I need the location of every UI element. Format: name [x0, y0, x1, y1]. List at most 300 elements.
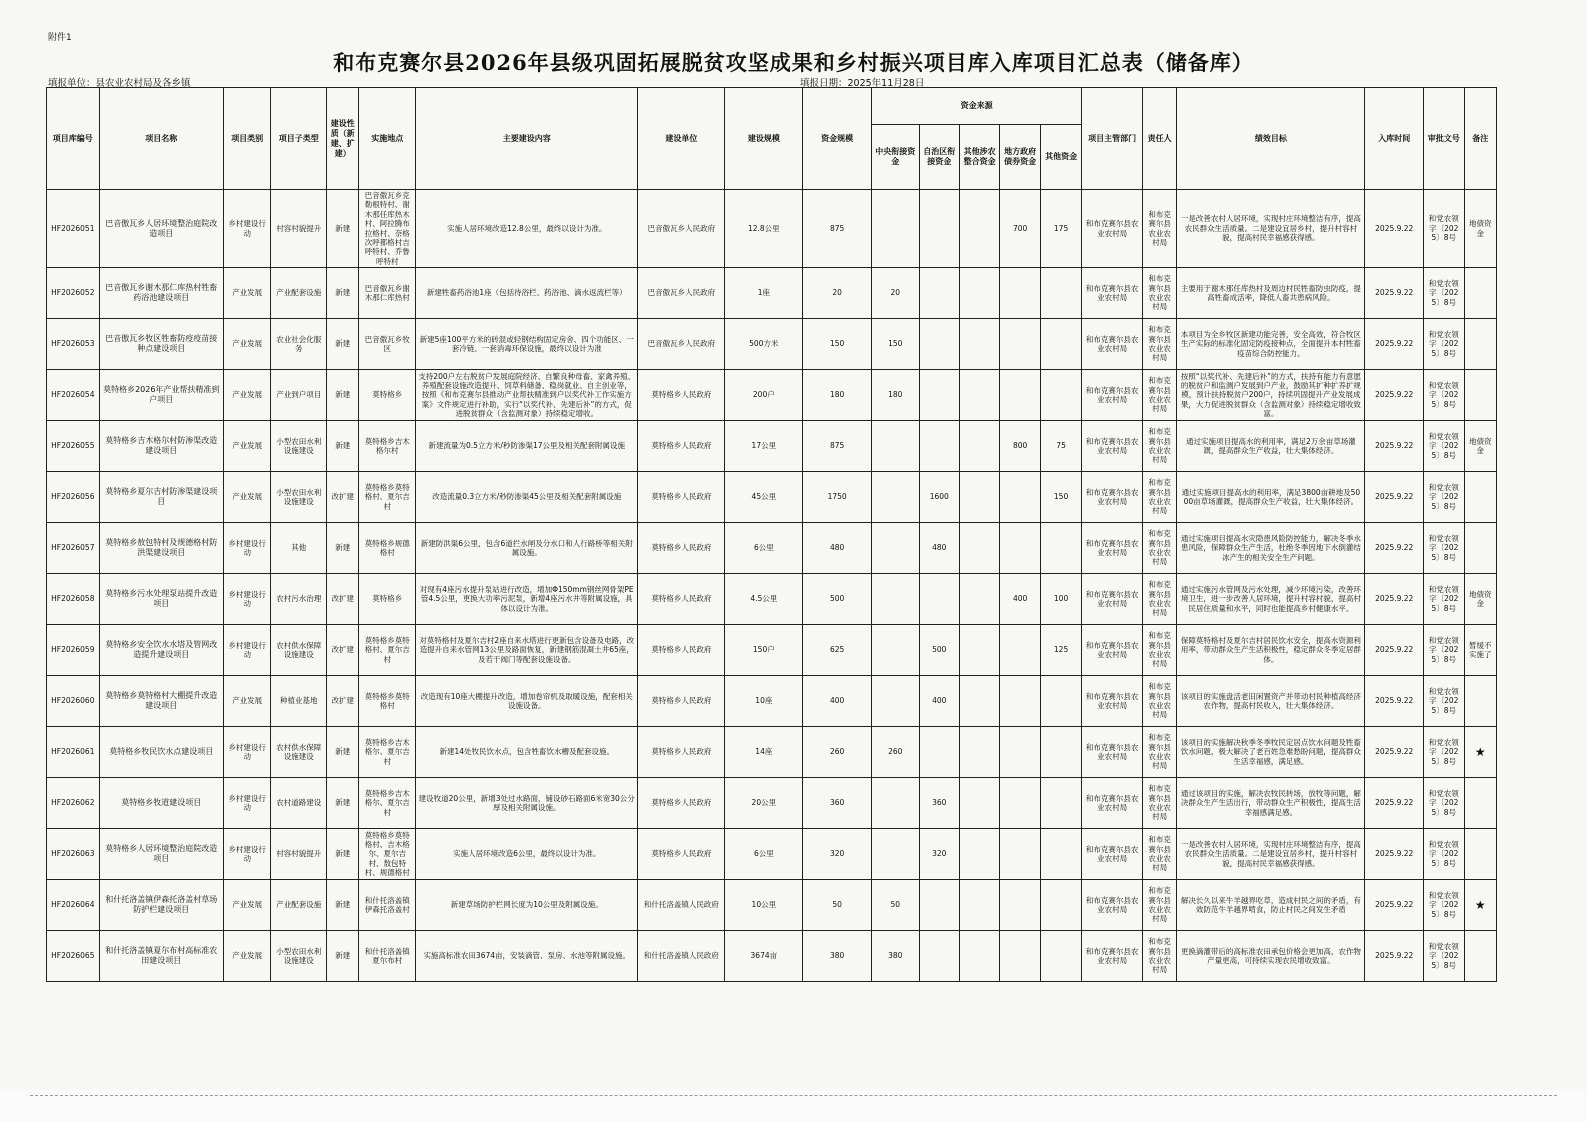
cell-location: 莫特格乡莫特格村 [359, 676, 416, 727]
cell-other [1040, 268, 1082, 319]
cell-region [919, 190, 959, 268]
cell-fund: 380 [803, 931, 872, 982]
cell-central [872, 523, 920, 574]
cell-unit: 莫特格乡人民政府 [638, 625, 725, 676]
cell-fund: 20 [803, 268, 872, 319]
cell-name: 莫特格乡污水处理泵站提升改造项目 [99, 574, 223, 625]
cell-approval: 和党农领字〔2025〕8号 [1424, 880, 1464, 931]
cell-id: HF2026056 [47, 472, 100, 523]
cell-region [919, 880, 959, 931]
cell-subtype: 农业社会化服务 [271, 319, 327, 370]
cell-central [872, 676, 920, 727]
table-row [47, 778, 1497, 829]
cell-approval: 和党农领字〔2025〕8号 [1424, 931, 1464, 982]
cell-subtype: 小型农田水利设施建设 [271, 472, 327, 523]
cell-goal: 该项目的实施解决秋季冬季牧民定居点饮水问题及牲畜饮水问题，极大解决了老百姓急难愁盼问题，提高群众生活幸福感，满足感。 [1177, 727, 1365, 778]
cell-scale: 45公里 [725, 472, 803, 523]
cell-fund: 320 [803, 829, 872, 880]
cell-other [1040, 880, 1082, 931]
cell-dept: 和布克赛尔县农业农村局 [1082, 778, 1143, 829]
cell-nature: 新建 [327, 880, 359, 931]
cell-content: 新建14处牧民饮水点，包含牲畜饮水槽及配套设施。 [416, 727, 638, 778]
cell-person: 和布克赛尔县农业农村局 [1142, 880, 1176, 931]
cell-id: HF2026059 [47, 625, 100, 676]
cell-content: 新建流量为0.5立方米/秒防渗渠17公里及相关配套附属设施 [416, 421, 638, 472]
cell-other-agri [959, 778, 999, 829]
table-row [47, 190, 1497, 268]
cell-id: HF2026064 [47, 880, 100, 931]
cell-central [872, 472, 920, 523]
cell-person: 和布克赛尔县农业农村局 [1142, 472, 1176, 523]
cell-other-agri [959, 190, 999, 268]
cell-name: 和什托洛盖镇夏尔布村高标准农田建设项目 [99, 931, 223, 982]
cell-scale: 200户 [725, 370, 803, 421]
cell-remark [1464, 829, 1497, 880]
cell-name: 巴音傲瓦乡牧区牲畜防疫疫苗接种点建设项目 [99, 319, 223, 370]
cell-content: 对现有4座污水提升泵站进行改造，增加Φ150mm钢丝网骨架PE管4.5公里，更换大功率污泥泵，新增4座污水井等附属设施，具体以设计为准。 [416, 574, 638, 625]
scan-artifact-line [30, 1095, 1557, 1096]
cell-approval: 和党农领字〔2025〕8号 [1424, 319, 1464, 370]
cell-remark [1464, 523, 1497, 574]
cell-other [1040, 931, 1082, 982]
cell-dept: 和布克赛尔县农业农村局 [1082, 472, 1143, 523]
cell-id: HF2026051 [47, 190, 100, 268]
cell-person: 和布克赛尔县农业农村局 [1142, 190, 1176, 268]
cell-local-bond [1000, 370, 1040, 421]
cell-nature: 新建 [327, 523, 359, 574]
cell-other-agri [959, 931, 999, 982]
header-other: 其他资金 [1040, 125, 1082, 190]
cell-local-bond [1000, 472, 1040, 523]
cell-location: 和什托洛盖镇夏尔布村 [359, 931, 416, 982]
cell-time: 2025.9.22 [1365, 625, 1424, 676]
cell-approval: 和党农领字〔2025〕8号 [1424, 190, 1464, 268]
cell-id: HF2026054 [47, 370, 100, 421]
cell-approval: 和党农领字〔2025〕8号 [1424, 625, 1464, 676]
header-category: 项目类别 [223, 88, 271, 190]
cell-approval: 和党农领字〔2025〕8号 [1424, 523, 1464, 574]
cell-name: 莫特格乡牧道建设项目 [99, 778, 223, 829]
cell-scale: 1座 [725, 268, 803, 319]
cell-fund: 150 [803, 319, 872, 370]
cell-scale: 6公里 [725, 829, 803, 880]
cell-other [1040, 319, 1082, 370]
cell-subtype: 农村供水保障设施建设 [271, 727, 327, 778]
cell-nature: 改扩建 [327, 676, 359, 727]
header-region: 自治区衔接资金 [919, 125, 959, 190]
cell-unit: 和什托洛盖镇人民政府 [638, 931, 725, 982]
cell-goal: 解决长久以来牛羊越界吃草，造成村民之间的矛盾，有效防范牛羊越界啃食，防止村民之间发生矛盾 [1177, 880, 1365, 931]
cell-name: 莫特格乡牧民饮水点建设项目 [99, 727, 223, 778]
header-person: 责任人 [1142, 88, 1176, 190]
cell-dept: 和布克赛尔县农业农村局 [1082, 319, 1143, 370]
cell-fund: 50 [803, 880, 872, 931]
cell-content: 改造流量0.3立方米/秒防渗渠45公里及相关配套附属设施 [416, 472, 638, 523]
cell-time: 2025.9.22 [1365, 421, 1424, 472]
cell-time: 2025.9.22 [1365, 190, 1424, 268]
cell-subtype: 产业配套设施 [271, 880, 327, 931]
cell-id: HF2026062 [47, 778, 100, 829]
cell-goal: 保障莫特格村及夏尔吉村居民饮水安全，提高水资源利用率，带动群众生产生活积极性，稳定群众冬季定居群体。 [1177, 625, 1365, 676]
cell-local-bond [1000, 319, 1040, 370]
cell-unit: 莫特格乡人民政府 [638, 676, 725, 727]
cell-region: 1600 [919, 472, 959, 523]
cell-unit: 莫特格乡人民政府 [638, 421, 725, 472]
cell-approval: 和党农领字〔2025〕8号 [1424, 370, 1464, 421]
header-central: 中央衔接资金 [872, 125, 920, 190]
cell-nature: 改扩建 [327, 625, 359, 676]
cell-other-agri [959, 268, 999, 319]
cell-location: 巴音傲瓦乡牧区 [359, 319, 416, 370]
cell-approval: 和党农领字〔2025〕8号 [1424, 829, 1464, 880]
cell-content: 对莫特格村及夏尔吉村2座自来水塔进行更新包含设备及电路，改造提升自来水管网13公里及路面恢复，新建钢筋混凝土井65座，及若干阀门等配套设施设备。 [416, 625, 638, 676]
cell-other [1040, 676, 1082, 727]
cell-location: 巴音傲瓦乡谢木那仁库热村 [359, 268, 416, 319]
cell-other [1040, 829, 1082, 880]
cell-approval: 和党农领字〔2025〕8号 [1424, 574, 1464, 625]
cell-content: 改造现有10座大棚提升改造，增加卷帘机及取暖设施，配套相关设施设备。 [416, 676, 638, 727]
cell-nature: 改扩建 [327, 574, 359, 625]
cell-nature: 新建 [327, 931, 359, 982]
table-body [47, 190, 1497, 982]
cell-scale: 12.8公里 [725, 190, 803, 268]
cell-other [1040, 523, 1082, 574]
cell-region [919, 931, 959, 982]
cell-scale: 3674亩 [725, 931, 803, 982]
cell-remark: 地债资金 [1464, 421, 1497, 472]
cell-central: 50 [872, 880, 920, 931]
cell-dept: 和布克赛尔县农业农村局 [1082, 829, 1143, 880]
cell-id: HF2026065 [47, 931, 100, 982]
cell-location: 莫特格乡吉木格尔、夏尔吉村 [359, 778, 416, 829]
cell-person: 和布克赛尔县农业农村局 [1142, 778, 1176, 829]
cell-remark: 暂缓不实施了 [1464, 625, 1497, 676]
cell-central: 180 [872, 370, 920, 421]
cell-scale: 4.5公里 [725, 574, 803, 625]
cell-goal: 一是改善农村人居环境，实现村庄环境整洁有序，提高农民群众生活质量。二是建设宜居乡村，提升村容村貌，提高村民幸福感获得感。 [1177, 190, 1365, 268]
cell-content: 支持200户左右脱贫户发展庭院经济、自繁良种母畜、家禽养殖、养殖配套设施改造提升、饲草料储备、稳岗就业、自主创业等，按照《和布克赛尔县推动产业帮扶精准到户以奖代补工作实施方案》文件规定进行补助，实行“以奖代补、先建后补”的方式，促进脱贫群众（含监测对象）持续稳定增收。 [416, 370, 638, 421]
cell-subtype: 产业到户项目 [271, 370, 327, 421]
cell-unit: 莫特格乡人民政府 [638, 472, 725, 523]
cell-central [872, 421, 920, 472]
cell-local-bond [1000, 829, 1040, 880]
header-location: 实施地点 [359, 88, 416, 190]
header-local-bond: 地方政府债券资金 [1000, 125, 1040, 190]
cell-nature: 新建 [327, 778, 359, 829]
cell-location: 莫特格乡吉木格尔、夏尔吉村 [359, 727, 416, 778]
cell-person: 和布克赛尔县农业农村局 [1142, 931, 1176, 982]
cell-dept: 和布克赛尔县农业农村局 [1082, 268, 1143, 319]
cell-unit: 莫特格乡人民政府 [638, 370, 725, 421]
header-other-agri: 其他涉农整合资金 [959, 125, 999, 190]
cell-approval: 和党农领字〔2025〕8号 [1424, 472, 1464, 523]
cell-dept: 和布克赛尔县农业农村局 [1082, 931, 1143, 982]
cell-dept: 和布克赛尔县农业农村局 [1082, 676, 1143, 727]
cell-unit: 巴音傲瓦乡人民政府 [638, 190, 725, 268]
header-nature: 建设性质（新建、扩建） [327, 88, 359, 190]
cell-approval: 和党农领字〔2025〕8号 [1424, 421, 1464, 472]
cell-id: HF2026058 [47, 574, 100, 625]
cell-scale: 6公里 [725, 523, 803, 574]
cell-id: HF2026061 [47, 727, 100, 778]
cell-region: 400 [919, 676, 959, 727]
cell-region [919, 574, 959, 625]
cell-time: 2025.9.22 [1365, 880, 1424, 931]
cell-other [1040, 727, 1082, 778]
header-unit: 建设单位 [638, 88, 725, 190]
project-summary-table [46, 87, 1497, 982]
table-row [47, 676, 1497, 727]
cell-nature: 新建 [327, 727, 359, 778]
cell-region: 480 [919, 523, 959, 574]
cell-person: 和布克赛尔县农业农村局 [1142, 574, 1176, 625]
cell-approval: 和党农领字〔2025〕8号 [1424, 676, 1464, 727]
cell-subtype: 农村供水保障设施建设 [271, 625, 327, 676]
cell-central [872, 190, 920, 268]
cell-region: 360 [919, 778, 959, 829]
header-content: 主要建设内容 [416, 88, 638, 190]
cell-other-agri [959, 319, 999, 370]
cell-local-bond: 700 [1000, 190, 1040, 268]
table-row [47, 931, 1497, 982]
cell-subtype: 村容村貌提升 [271, 829, 327, 880]
table-row [47, 625, 1497, 676]
cell-unit: 莫特格乡人民政府 [638, 727, 725, 778]
cell-central: 380 [872, 931, 920, 982]
cell-goal: 更换滴灌带后的高标准农田承包价格会更加高，农作物产量更高，可持续实现农民增收致富。 [1177, 931, 1365, 982]
cell-remark: ★ [1464, 880, 1497, 931]
table-row [47, 421, 1497, 472]
cell-approval: 和党农领字〔2025〕8号 [1424, 268, 1464, 319]
cell-unit: 莫特格乡人民政府 [638, 829, 725, 880]
cell-content: 新建防洪渠6公里，包含6道拦水闸及分水口和人行路桥等相关附属设施。 [416, 523, 638, 574]
reporting-unit: 填报单位：县农业农村局及各乡镇 [48, 78, 191, 89]
cell-local-bond [1000, 523, 1040, 574]
cell-time: 2025.9.22 [1365, 931, 1424, 982]
cell-dept: 和布克赛尔县农业农村局 [1082, 421, 1143, 472]
cell-category: 乡村建设行动 [223, 727, 271, 778]
cell-central [872, 574, 920, 625]
cell-remark [1464, 778, 1497, 829]
cell-local-bond: 400 [1000, 574, 1040, 625]
cell-central: 260 [872, 727, 920, 778]
cell-fund: 500 [803, 574, 872, 625]
cell-location: 和什托洛盖镇伊森托洛盖村 [359, 880, 416, 931]
cell-region [919, 727, 959, 778]
cell-central: 150 [872, 319, 920, 370]
cell-other-agri [959, 574, 999, 625]
cell-id: HF2026053 [47, 319, 100, 370]
cell-category: 乡村建设行动 [223, 778, 271, 829]
cell-region: 320 [919, 829, 959, 880]
cell-other-agri [959, 727, 999, 778]
cell-other: 75 [1040, 421, 1082, 472]
cell-local-bond [1000, 727, 1040, 778]
cell-person: 和布克赛尔县农业农村局 [1142, 727, 1176, 778]
cell-nature: 改扩建 [327, 472, 359, 523]
cell-time: 2025.9.22 [1365, 370, 1424, 421]
cell-unit: 和什托洛盖镇人民政府 [638, 880, 725, 931]
cell-remark [1464, 676, 1497, 727]
cell-approval: 和党农领字〔2025〕8号 [1424, 727, 1464, 778]
cell-other [1040, 370, 1082, 421]
cell-scale: 10公里 [725, 880, 803, 931]
cell-unit: 莫特格乡人民政府 [638, 523, 725, 574]
cell-approval: 和党农领字〔2025〕8号 [1424, 778, 1464, 829]
cell-category: 乡村建设行动 [223, 523, 271, 574]
table-row [47, 268, 1497, 319]
cell-fund: 400 [803, 676, 872, 727]
cell-unit: 巴音傲瓦乡人民政府 [638, 319, 725, 370]
cell-location: 莫特格乡莫特格村、夏尔吉村 [359, 625, 416, 676]
cell-content: 建设牧道20公里，新增3处过水路面，铺设砂石路面6米宽30公分厚及相关附属设施。 [416, 778, 638, 829]
cell-other-agri [959, 880, 999, 931]
cell-fund: 875 [803, 421, 872, 472]
cell-other-agri [959, 676, 999, 727]
cell-person: 和布克赛尔县农业农村局 [1142, 421, 1176, 472]
cell-category: 产业发展 [223, 880, 271, 931]
cell-location: 莫特格乡吉木格尔村 [359, 421, 416, 472]
cell-category: 产业发展 [223, 472, 271, 523]
cell-region [919, 370, 959, 421]
cell-dept: 和布克赛尔县农业农村局 [1082, 574, 1143, 625]
cell-goal: 一是改善农村人居环境，实现村庄环境整洁有序，提高农民群众生活质量。二是建设宜居乡村，提升村容村貌，提高村民幸福感获得感。 [1177, 829, 1365, 880]
cell-time: 2025.9.22 [1365, 829, 1424, 880]
cell-dept: 和布克赛尔县农业农村局 [1082, 880, 1143, 931]
cell-name: 巴音傲瓦乡人居环境整治庭院改造项目 [99, 190, 223, 268]
cell-scale: 150户 [725, 625, 803, 676]
cell-remark [1464, 370, 1497, 421]
table-row [47, 319, 1497, 370]
cell-time: 2025.9.22 [1365, 319, 1424, 370]
table-row [47, 472, 1497, 523]
cell-local-bond [1000, 676, 1040, 727]
cell-id: HF2026060 [47, 676, 100, 727]
cell-category: 乡村建设行动 [223, 190, 271, 268]
cell-time: 2025.9.22 [1365, 778, 1424, 829]
cell-unit: 莫特格乡人民政府 [638, 778, 725, 829]
cell-dept: 和布克赛尔县农业农村局 [1082, 523, 1143, 574]
cell-scale: 20公里 [725, 778, 803, 829]
cell-location: 莫特格乡莫特格村、吉木格尔、夏尔吉村、敖包特村、规德格村 [359, 829, 416, 880]
cell-name: 莫特格乡夏尔吉村防渗渠建设项目 [99, 472, 223, 523]
cell-remark [1464, 931, 1497, 982]
cell-nature: 新建 [327, 421, 359, 472]
cell-name: 巴音傲瓦乡谢木那仁库热村牲畜药浴池建设项目 [99, 268, 223, 319]
cell-location: 莫特格乡规德格村 [359, 523, 416, 574]
cell-other-agri [959, 370, 999, 421]
cell-other-agri [959, 472, 999, 523]
cell-time: 2025.9.22 [1365, 574, 1424, 625]
cell-dept: 和布克赛尔县农业农村局 [1082, 190, 1143, 268]
header-time: 入库时间 [1365, 88, 1424, 190]
cell-goal: 通过该项目的实施，解决农牧民转场，放牧等问题，解决群众生产生活出行，带动群众生产积极性，提高生活幸福感满足感。 [1177, 778, 1365, 829]
cell-id: HF2026052 [47, 268, 100, 319]
cell-scale: 17公里 [725, 421, 803, 472]
table-row [47, 370, 1497, 421]
header-subtype: 项目子类型 [271, 88, 327, 190]
cell-category: 产业发展 [223, 676, 271, 727]
cell-other-agri [959, 625, 999, 676]
cell-dept: 和布克赛尔县农业农村局 [1082, 727, 1143, 778]
table-row [47, 880, 1497, 931]
cell-time: 2025.9.22 [1365, 523, 1424, 574]
cell-name: 和什托洛盖镇伊森托洛盖村草场防护栏建设项目 [99, 880, 223, 931]
cell-dept: 和布克赛尔县农业农村局 [1082, 370, 1143, 421]
cell-subtype: 其他 [271, 523, 327, 574]
cell-fund: 1750 [803, 472, 872, 523]
cell-other-agri [959, 523, 999, 574]
cell-goal: 主要用于谢木那任库热村及周边村民牲畜防虫防疫，提高牲畜成活率，降低人畜共患病风险。 [1177, 268, 1365, 319]
header-id: 项目库编号 [47, 88, 100, 190]
cell-goal: 本项目为全乡牧区新建功能完善，安全高效，符合牧区生产实际的标准化固定防疫接种点，全面提升本村牲畜疫苗综合防控能力。 [1177, 319, 1365, 370]
cell-name: 莫特格乡敖包特村及规德格村防洪渠建设项目 [99, 523, 223, 574]
cell-scale: 14座 [725, 727, 803, 778]
cell-person: 和布克赛尔县农业农村局 [1142, 676, 1176, 727]
cell-id: HF2026055 [47, 421, 100, 472]
attachment-label: 附件1 [48, 33, 72, 43]
header-fund: 资金规模 [803, 88, 872, 190]
cell-central: 20 [872, 268, 920, 319]
cell-scale: 500方米 [725, 319, 803, 370]
cell-person: 和布克赛尔县农业农村局 [1142, 319, 1176, 370]
cell-name: 莫特格乡吉木格尔村防渗渠改造建设项目 [99, 421, 223, 472]
cell-content: 新建草场防护栏网长度为10公里及附属设施。 [416, 880, 638, 931]
cell-name: 莫特格乡人居环境整治庭院改造项目 [99, 829, 223, 880]
cell-subtype: 小型农田水利设施建设 [271, 421, 327, 472]
cell-category: 产业发展 [223, 931, 271, 982]
cell-remark: 地债资金 [1464, 574, 1497, 625]
cell-subtype: 农村污水治理 [271, 574, 327, 625]
cell-subtype: 产业配套设施 [271, 268, 327, 319]
cell-content: 实施人居环境改造6公里，最终以设计为准。 [416, 829, 638, 880]
cell-category: 产业发展 [223, 370, 271, 421]
cell-local-bond [1000, 778, 1040, 829]
cell-category: 产业发展 [223, 421, 271, 472]
cell-nature: 新建 [327, 829, 359, 880]
cell-category: 乡村建设行动 [223, 625, 271, 676]
cell-other: 175 [1040, 190, 1082, 268]
cell-other: 150 [1040, 472, 1082, 523]
cell-content: 实施人居环境改造12.8公里，最终以设计为准。 [416, 190, 638, 268]
cell-region [919, 319, 959, 370]
cell-goal: 通过实施项目提高水的利用率，满足3800亩耕地及5000亩草场灌溉，提高群众生产收益，壮大集体经济。 [1177, 472, 1365, 523]
cell-person: 和布克赛尔县农业农村局 [1142, 523, 1176, 574]
table-row [47, 727, 1497, 778]
cell-fund: 180 [803, 370, 872, 421]
cell-subtype: 村容村貌提升 [271, 190, 327, 268]
cell-central [872, 625, 920, 676]
cell-nature: 新建 [327, 268, 359, 319]
cell-region [919, 268, 959, 319]
header-scale: 建设规模 [725, 88, 803, 190]
cell-subtype: 种植业基地 [271, 676, 327, 727]
header-remark: 备注 [1464, 88, 1497, 190]
cell-person: 和布克赛尔县农业农村局 [1142, 625, 1176, 676]
cell-time: 2025.9.22 [1365, 676, 1424, 727]
cell-time: 2025.9.22 [1365, 472, 1424, 523]
cell-id: HF2026063 [47, 829, 100, 880]
cell-remark: 地债资金 [1464, 190, 1497, 268]
cell-goal: 通过实施项目提高水灾隐患风险防控能力，解决冬季水患风险，保障群众生产生活，杜绝冬季因地下水倒灌结冰产生的相关安全生产问题。 [1177, 523, 1365, 574]
cell-fund: 875 [803, 190, 872, 268]
cell-subtype: 农村道路建设 [271, 778, 327, 829]
cell-id: HF2026057 [47, 523, 100, 574]
cell-content: 实施高标准农田3674亩，安装滴管、泵房、水池等附属设施。 [416, 931, 638, 982]
header-goal: 绩效目标 [1177, 88, 1365, 190]
cell-region [919, 421, 959, 472]
cell-other [1040, 778, 1082, 829]
